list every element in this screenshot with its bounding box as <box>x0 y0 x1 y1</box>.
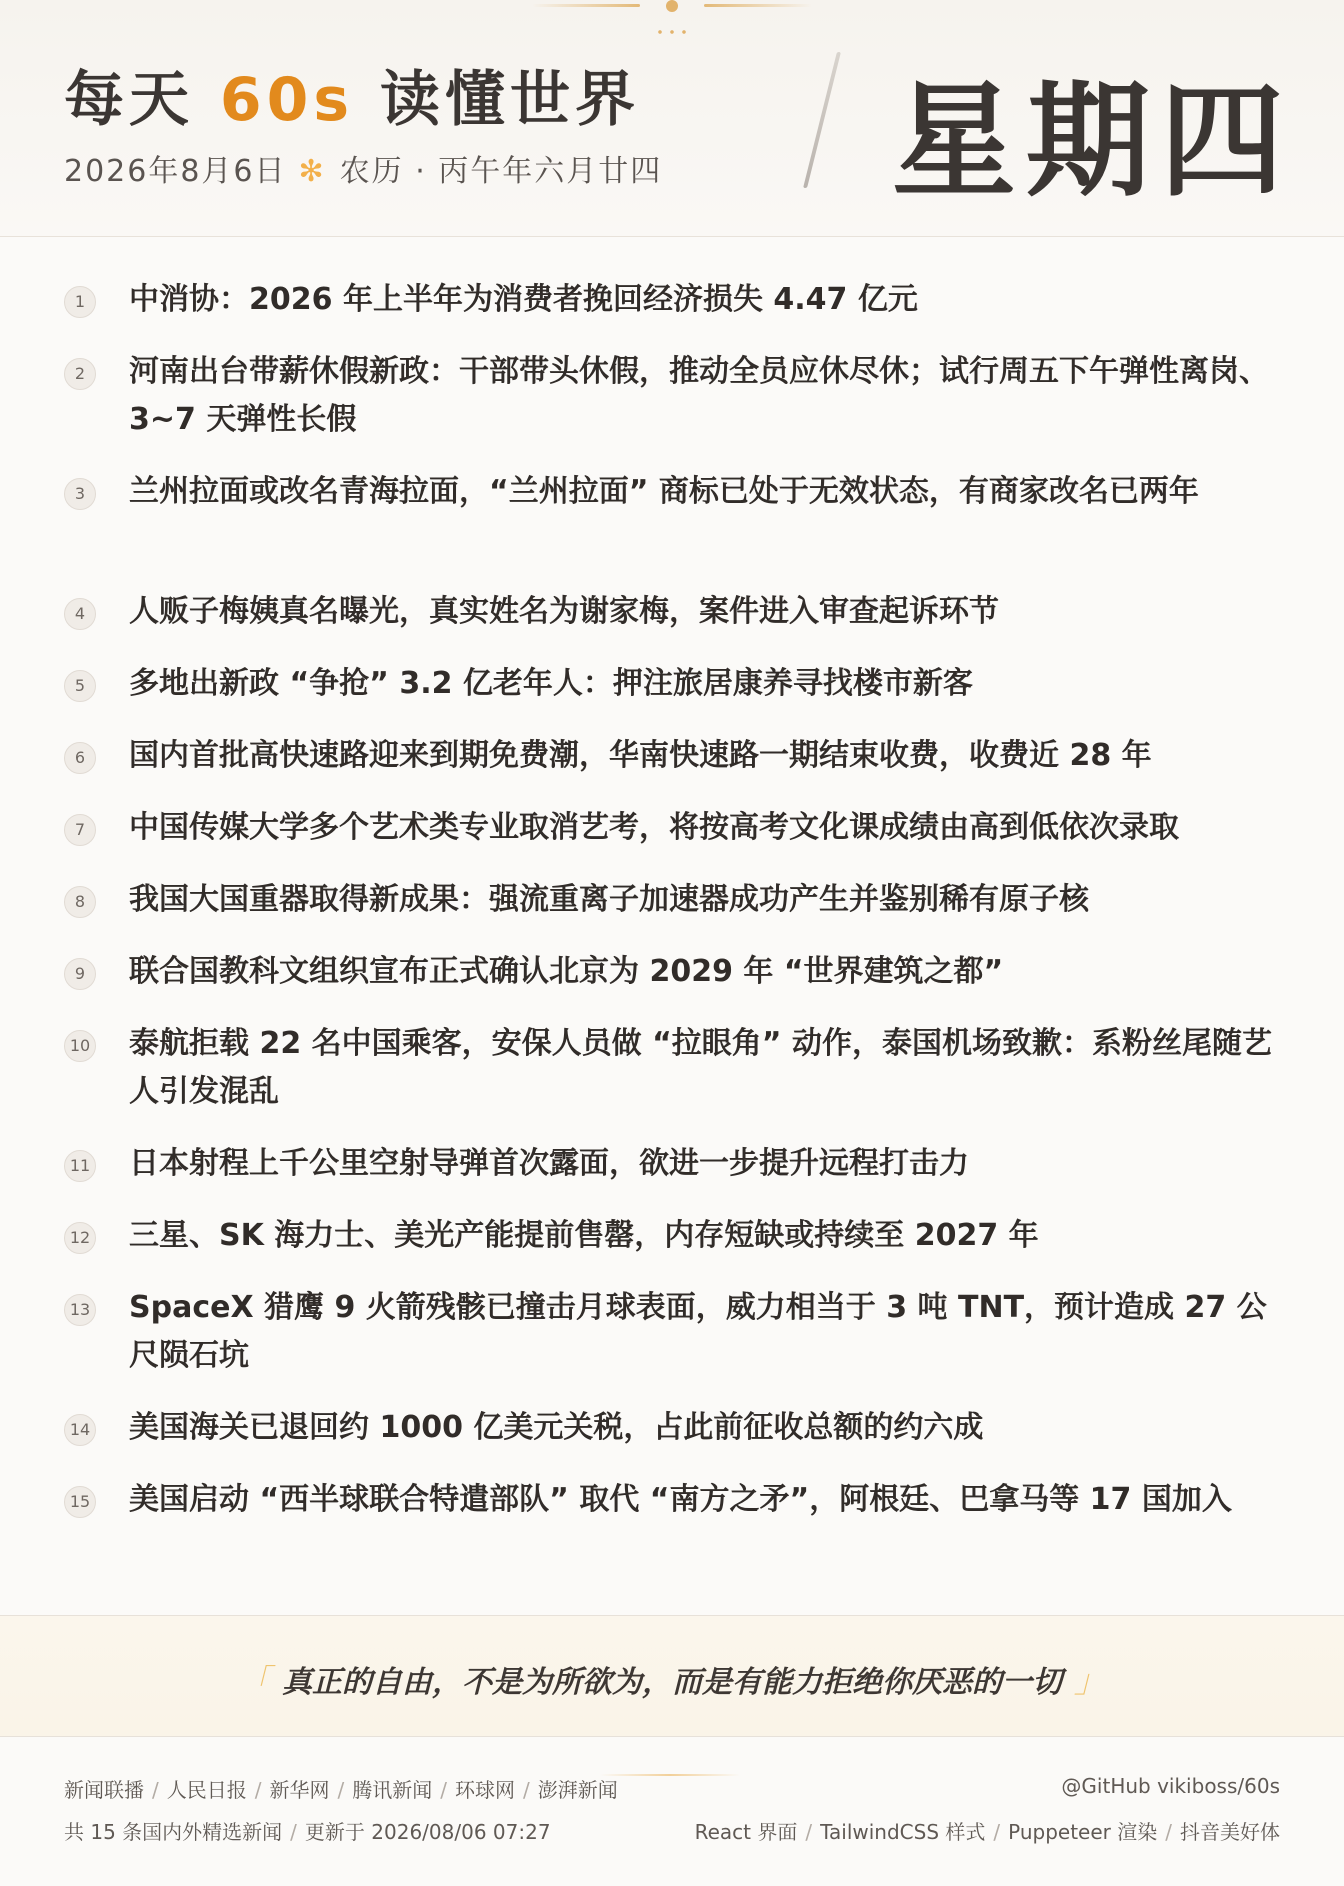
item-number: 6 <box>64 742 96 774</box>
header <box>0 0 1344 237</box>
item-number: 2 <box>64 358 96 390</box>
item-number: 8 <box>64 886 96 918</box>
footer <box>0 1736 1344 1886</box>
item-number: 1 <box>64 286 96 318</box>
item-number: 11 <box>64 1150 96 1182</box>
daily-quote <box>0 1656 1344 1702</box>
update-time: 更新于 2026/08/06 07:27 <box>304 1820 551 1844</box>
item-number: 3 <box>64 478 96 510</box>
footer-meta <box>64 1816 551 1845</box>
source-item: 新闻联播 <box>64 1778 144 1802</box>
date-text: 2026年8月6日 <box>64 154 287 189</box>
lunar-date: 农历 · 丙午年六月廿四 <box>339 154 663 189</box>
flower-icon: ✻ <box>298 154 326 189</box>
separator: / <box>440 1778 447 1802</box>
ornament-dot <box>666 0 678 12</box>
quote-close-mark: 」 <box>1074 1662 1107 1700</box>
item-number: 9 <box>64 958 96 990</box>
item-number: 14 <box>64 1414 96 1446</box>
news-headline: 中国传媒大学多个艺术类专业取消艺考，将按高考文化课成绩由高到低依次录取 <box>129 810 1179 845</box>
news-headline: 国内首批高快速路迎来到期免费潮，华南快速路一期结束收费，收费近 28 年 <box>129 738 1152 773</box>
news-headline: SpaceX 猎鹰 9 火箭残骸已撞击月球表面，威力相当于 3 吨 TNT，预计造成 27 公尺陨石坑 <box>129 1290 1267 1373</box>
news-headline: 兰州拉面或改名青海拉面，“兰州拉面” 商标已处于无效状态，有商家改名已两年 <box>129 474 1199 509</box>
separator: / <box>290 1820 297 1844</box>
source-item: 腾讯新闻 <box>352 1778 433 1802</box>
source-item: 澎湃新闻 <box>537 1778 618 1802</box>
ornament-dots <box>654 30 690 34</box>
item-number: 7 <box>64 814 96 846</box>
title-prefix: 每天 <box>64 65 194 135</box>
news-headline: 三星、SK 海力士、美光产能提前售罄，内存短缺或持续至 2027 年 <box>129 1218 1039 1253</box>
weekday: 星期四 <box>892 70 1295 214</box>
title-suffix: 读懂世界 <box>380 65 640 135</box>
tech-item: TailwindCSS 样式 <box>820 1820 986 1844</box>
footer-ornament <box>600 1774 740 1776</box>
news-headline: 河南出台带薪休假新政：干部带头休假，推动全员应休尽休；试行周五下午弹性离岗、3~7 天弹性长假 <box>129 354 1269 437</box>
quote-open-mark: 「 <box>237 1662 270 1700</box>
date-line <box>64 146 662 190</box>
tech-item: React 界面 <box>694 1820 798 1844</box>
item-number: 4 <box>64 598 96 630</box>
source-item: 人民日报 <box>166 1778 247 1802</box>
quote-band <box>0 1615 1344 1737</box>
source-item: 新华网 <box>269 1778 330 1802</box>
item-number: 13 <box>64 1294 96 1326</box>
separator: / <box>152 1778 159 1802</box>
item-number: 10 <box>64 1030 96 1062</box>
source-list <box>64 1774 618 1803</box>
title-accent: 60s <box>219 65 355 135</box>
news-headline: 美国海关已退回约 1000 亿美元关税，占此前征收总额的约六成 <box>129 1410 984 1445</box>
separator: / <box>523 1778 530 1802</box>
news-headline: 联合国教科文组织宣布正式确认北京为 2029 年 “世界建筑之都” <box>129 954 1004 989</box>
news-headline: 泰航拒载 22 名中国乘客，安保人员做 “拉眼角” 动作，泰国机场致歉：系粉丝尾随艺人引发混乱 <box>129 1026 1272 1109</box>
separator: / <box>993 1820 1001 1844</box>
news-headline: 我国大国重器取得新成果：强流重离子加速器成功产生并鉴别稀有原子核 <box>129 882 1089 917</box>
item-number: 5 <box>64 670 96 702</box>
separator: / <box>805 1820 813 1844</box>
news-headline: 日本射程上千公里空射导弹首次露面，欲进一步提升远程打击力 <box>129 1146 969 1181</box>
quote-text: 真正的自由，不是为所欲为，而是有能力拒绝你厌恶的一切 <box>282 1665 1062 1700</box>
news-headline: 中消协：2026 年上半年为消费者挽回经济损失 4.47 亿元 <box>129 282 918 317</box>
ornament-line-left <box>532 4 640 7</box>
tech-item: Puppeteer 渲染 <box>1008 1820 1158 1844</box>
news-headline: 多地出新政 “争抢” 3.2 亿老年人：押注旅居康养寻找楼市新客 <box>129 666 973 701</box>
news-headline: 美国启动 “西半球联合特遣部队” 取代 “南方之矛”，阿根廷、巴拿马等 17 国加入 <box>129 1482 1232 1517</box>
top-ornament <box>532 0 812 40</box>
github-credit: @GitHub vikiboss/60s <box>1061 1774 1280 1798</box>
header-divider <box>803 52 841 188</box>
ornament-line-right <box>704 4 812 7</box>
source-item: 环球网 <box>455 1778 515 1802</box>
tech-item: 抖音美好体 <box>1180 1820 1280 1844</box>
page-title <box>64 52 640 138</box>
separator: / <box>254 1778 262 1802</box>
item-number: 12 <box>64 1222 96 1254</box>
news-headline: 人贩子梅姨真名曝光，真实姓名为谢家梅，案件进入审查起诉环节 <box>129 594 999 629</box>
tech-stack <box>695 1816 1280 1845</box>
separator: / <box>337 1778 345 1802</box>
separator: / <box>1165 1820 1172 1844</box>
item-number: 15 <box>64 1486 96 1518</box>
news-count: 共 15 条国内外精选新闻 <box>64 1820 283 1844</box>
